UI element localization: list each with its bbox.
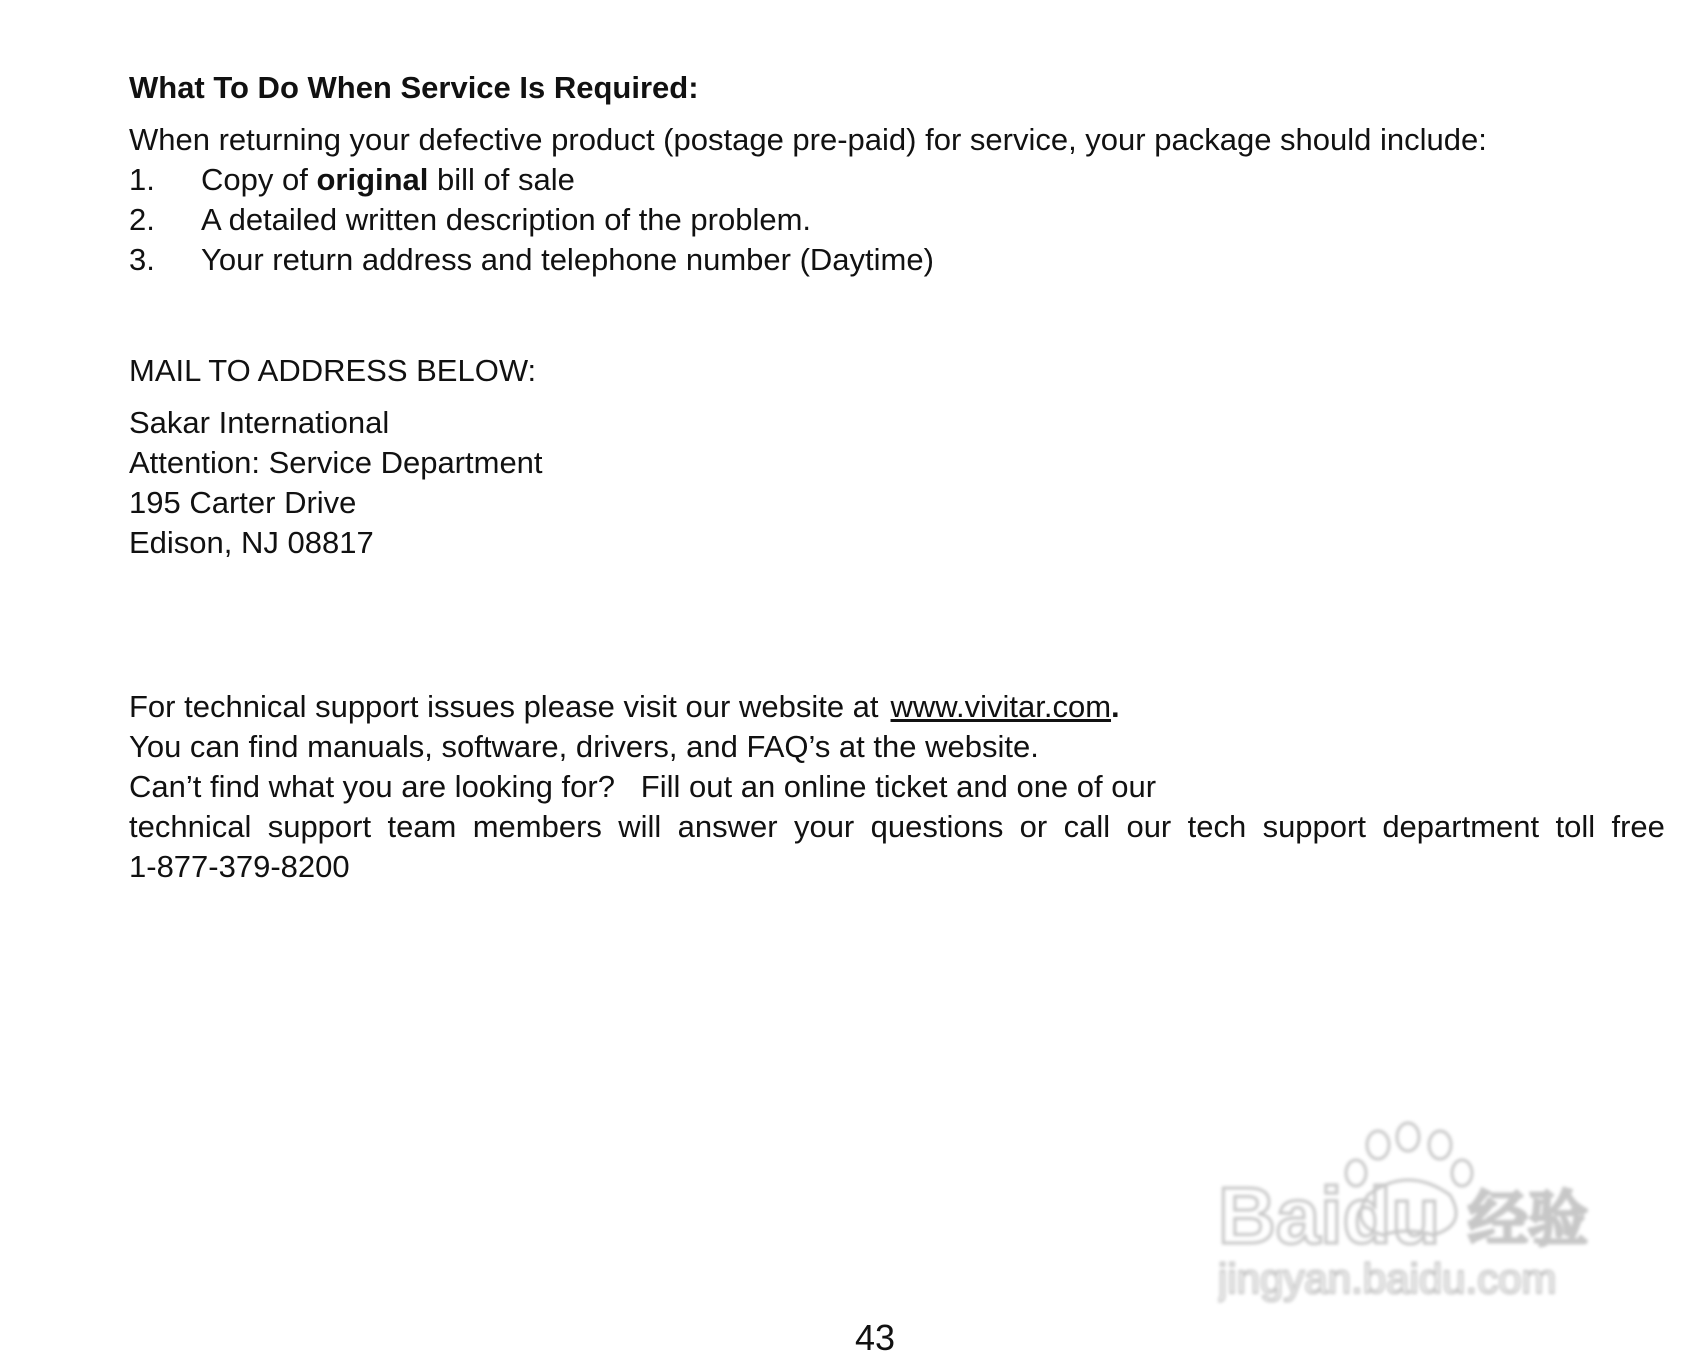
list-item [129,160,934,200]
address-line: Sakar International [129,405,390,440]
support-phone: 1-877-379-8200 [129,849,350,884]
mailing-address [129,403,543,563]
address-line: Attention: Service Department [129,445,543,480]
list-item-text: Copy of original bill of sale [201,162,575,197]
support-word: support [267,809,372,844]
mail-to-label: MAIL TO ADDRESS BELOW: [129,353,537,388]
support-word: team [387,809,457,844]
address-line: Edison, NJ 08817 [129,525,374,560]
support-word: answer [677,809,778,844]
support-line-justified [129,807,1665,847]
package-contents-list [129,160,934,280]
support-line: For technical support issues please visit our website at www.vivitar.com. [129,689,1120,724]
list-item-text: Your return address and telephone number (Daytime) [201,242,934,277]
website-link[interactable]: www.vivitar.com [890,689,1112,724]
support-word: your [793,809,855,844]
support-line: Can’t find what you are looking for? Fill out an online ticket and one of our [129,769,1157,804]
support-word: questions [870,809,1004,844]
intro-paragraph: When returning your defective product (postage pre-paid) for service, your package should include: [129,122,1487,157]
address-line: 195 Carter Drive [129,485,357,520]
list-item [129,240,934,280]
watermark-url: jingyan.baidu.com [1218,1255,1557,1302]
tech-support-paragraph [129,687,1665,887]
list-item [129,200,934,240]
watermark-brand-cn: 经验 [1468,1185,1588,1255]
support-word: call [1063,809,1111,844]
support-word: technical [129,809,252,844]
list-item-text: A detailed written description of the problem. [201,202,812,237]
support-line: You can find manuals, software, drivers, and FAQ’s at the website. [129,729,1039,764]
list-item-number: 2. [129,202,155,237]
support-word: our [1126,809,1172,844]
baidu-watermark-logo [1218,1115,1618,1315]
support-word: tech [1187,809,1247,844]
support-word: support [1262,809,1366,844]
support-word: free [1611,809,1665,844]
support-word: or [1019,809,1048,844]
emphasis-original: original [316,162,429,197]
support-word: department [1382,809,1540,844]
watermark-brand: Baidu [1218,1171,1441,1260]
support-word: toll [1555,809,1596,844]
section-heading: What To Do When Service Is Required: [129,70,699,105]
list-item-number: 1. [129,162,155,197]
support-word: members [472,809,602,844]
support-word: will [618,809,662,844]
page-number: 43 [854,1317,896,1358]
list-item-number: 3. [129,242,155,277]
